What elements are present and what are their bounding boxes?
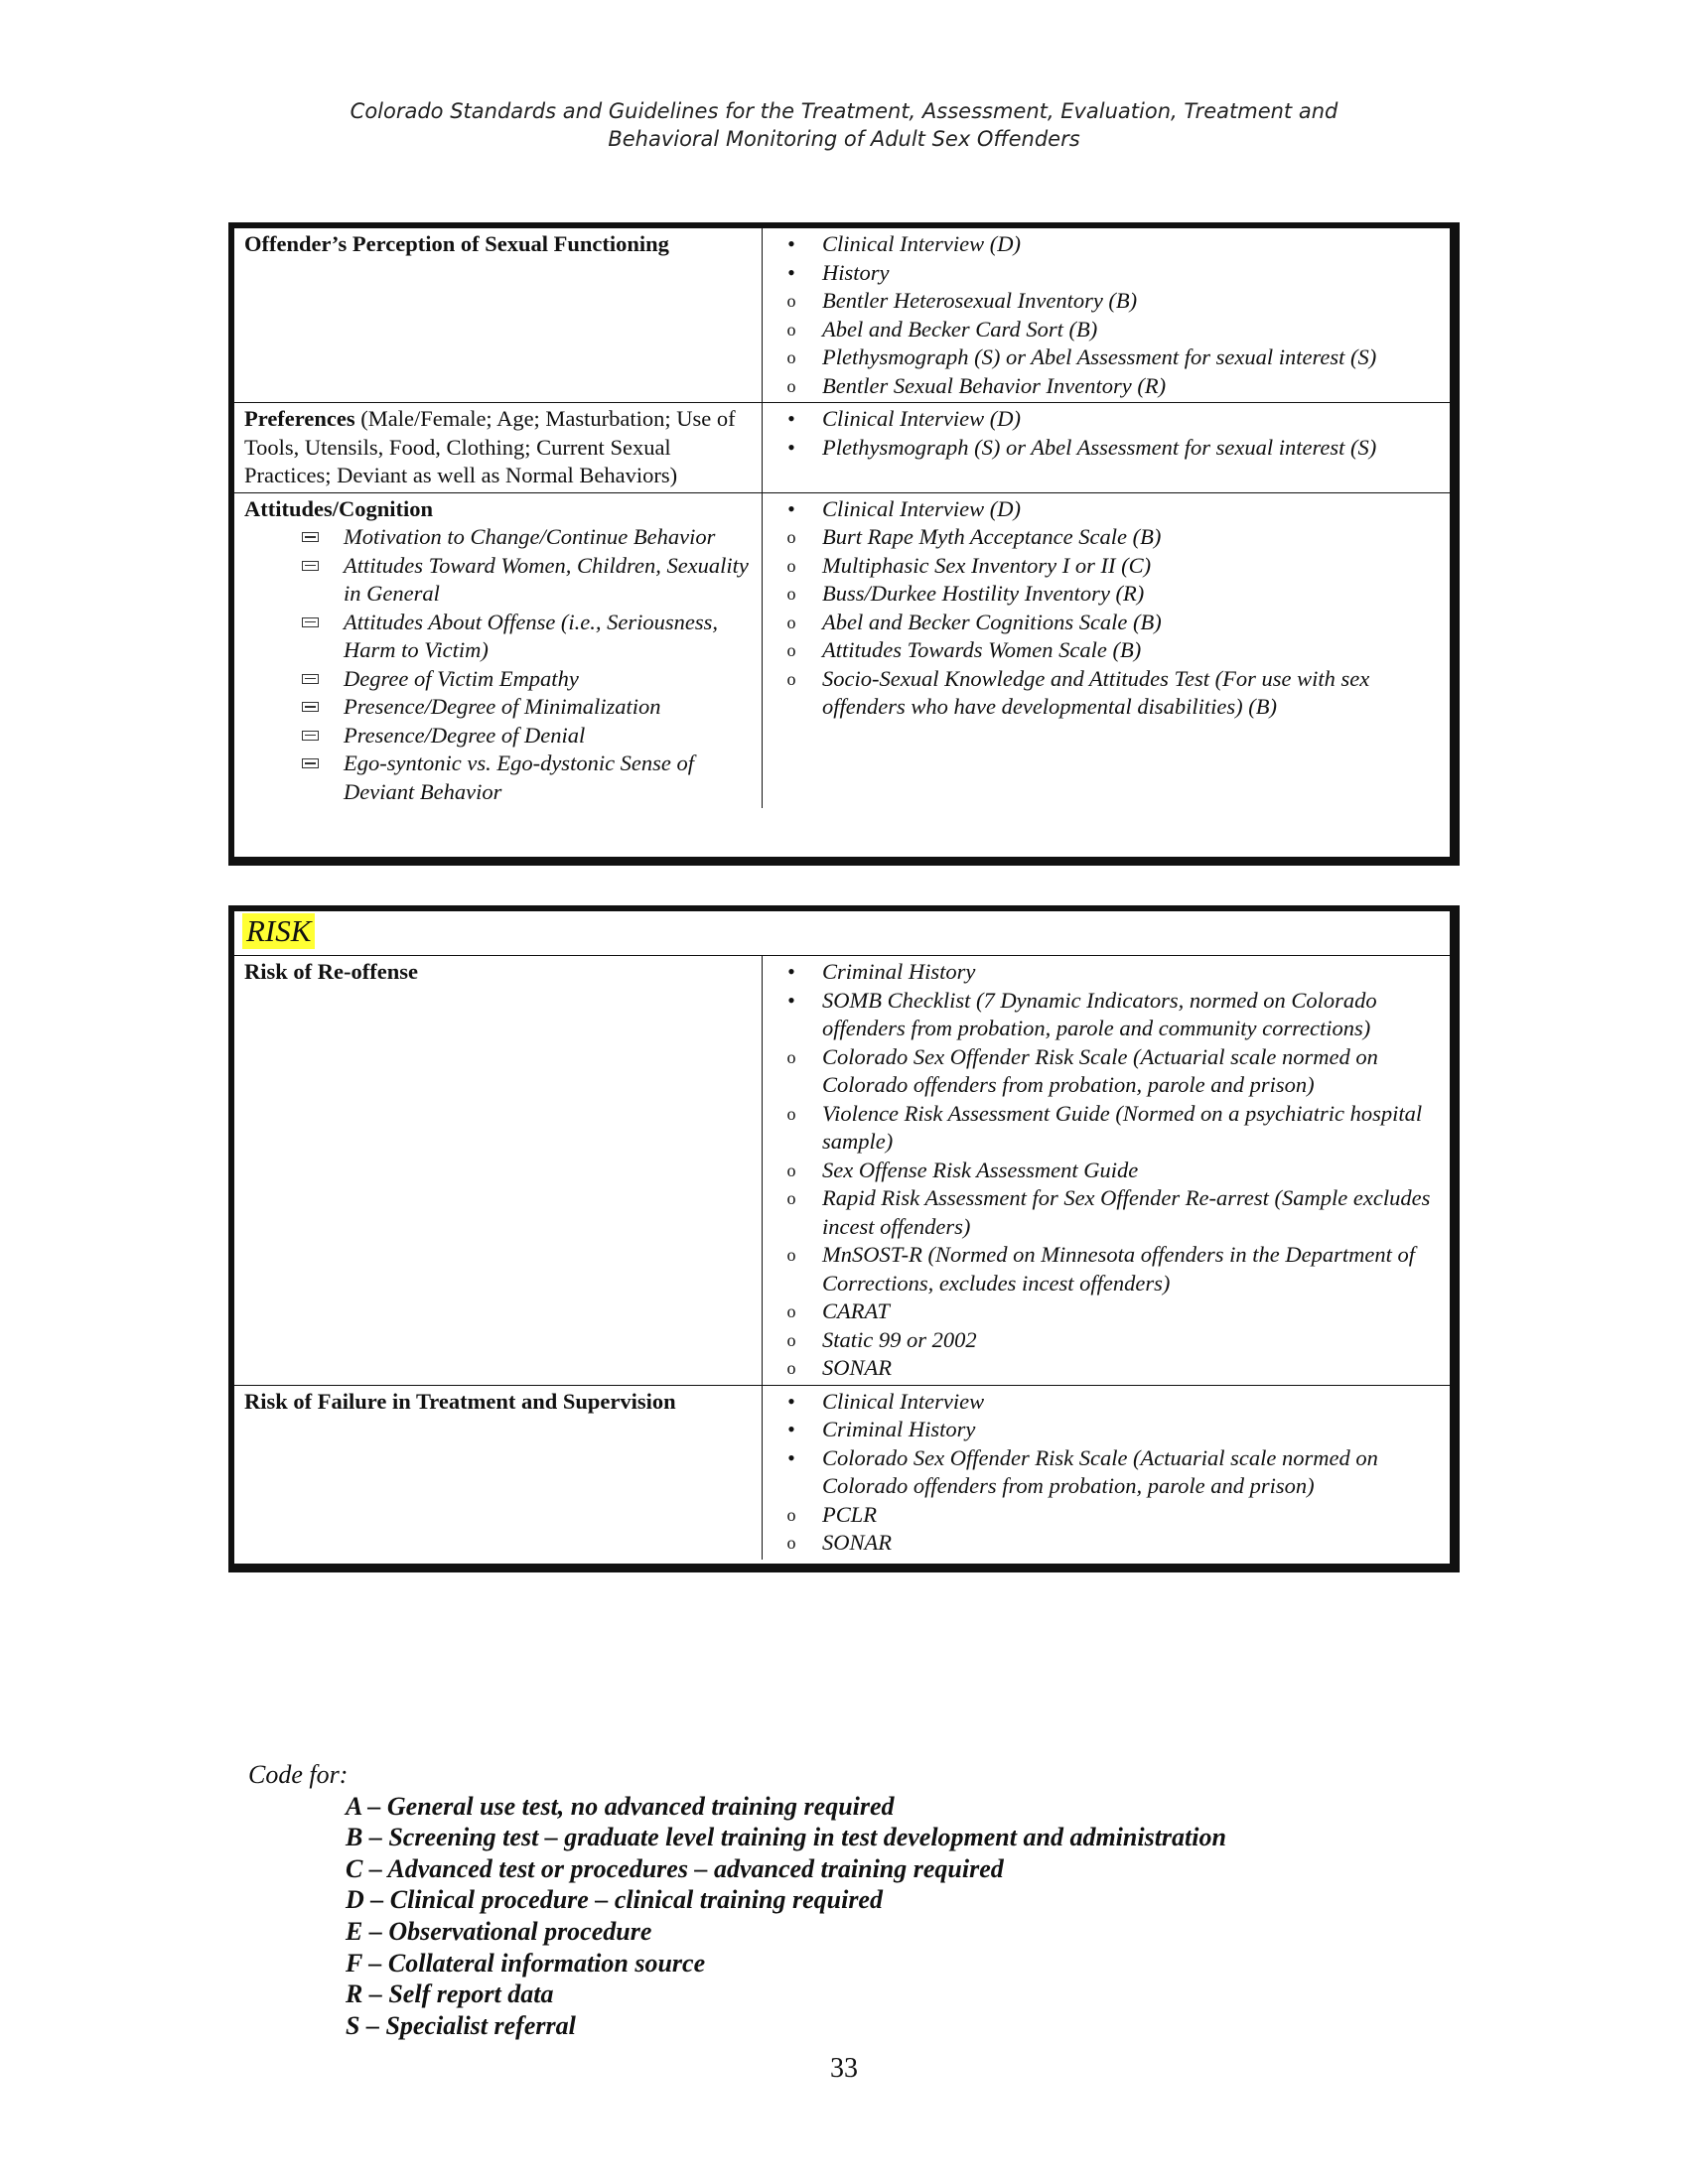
sub-item (244, 552, 752, 609)
bullet-circle-icon: o (786, 668, 796, 689)
sub-item-text: Degree of Victim Empathy (344, 665, 579, 691)
checkbox-bullet-icon (302, 674, 319, 684)
bullet-circle-icon: o (786, 1358, 796, 1378)
sub-item-text: Attitudes Toward Women, Children, Sexuality in General (344, 552, 749, 606)
measure-item (763, 1184, 1442, 1241)
sub-item-text: Presence/Degree of Denial (344, 722, 586, 748)
row-label-cell (234, 1386, 763, 1560)
bullet-circle-icon: o (786, 1301, 796, 1321)
sub-item-text: Motivation to Change/Continue Behavior (344, 524, 716, 549)
measure-item (763, 1043, 1442, 1100)
row-label (244, 1388, 752, 1417)
measure-item (763, 1529, 1442, 1558)
row-label-bold: Risk of Failure in Treatment and Supervision (244, 1388, 676, 1414)
measure-item (763, 609, 1442, 637)
assessment-table-risk (228, 905, 1460, 1572)
code-legend-title: Code for: (248, 1760, 349, 1789)
row-measures-cell (763, 228, 1450, 402)
measure-text: Attitudes Towards Women Scale (B) (822, 637, 1142, 662)
table-row (234, 1385, 1450, 1560)
bullet-dot-icon: • (787, 1388, 795, 1414)
bullet-circle-icon: o (786, 1103, 796, 1124)
code-item: E – Observational procedure (346, 1916, 652, 1946)
bullet-circle-icon: o (786, 291, 796, 311)
measure-item (763, 434, 1442, 463)
row-label (244, 405, 752, 490)
measure-text: Static 99 or 2002 (822, 1326, 977, 1352)
measure-item (763, 287, 1442, 316)
code-item: C – Advanced test or procedures – advanced training required (346, 1853, 1004, 1883)
measure-text: Criminal History (822, 959, 976, 984)
measure-text: Burt Rape Myth Acceptance Scale (B) (822, 524, 1162, 549)
header-line-2: Behavioral Monitoring of Adult Sex Offenders (608, 127, 1080, 151)
sub-item (244, 750, 752, 806)
risk-title: RISK (242, 913, 315, 949)
sub-item (244, 523, 752, 552)
measure-text: Plethysmograph (S) or Abel Assessment for sexual interest (S) (822, 434, 1377, 460)
measure-item (763, 1501, 1442, 1530)
checkbox-bullet-icon (302, 702, 319, 712)
measure-item (763, 580, 1442, 609)
measure-item (763, 1388, 1442, 1417)
measure-item (763, 636, 1442, 665)
bullet-circle-icon: o (786, 612, 796, 632)
measure-item (763, 523, 1442, 552)
row-label-detail: (Male/Female; Age; Masturbation; Use of Tools, Utensils, Food, Clothing; Current Sexual Practices; Deviant as well as Normal Behaviors) (244, 406, 736, 487)
sub-item (244, 665, 752, 694)
bullet-dot-icon: • (787, 231, 795, 256)
bullet-circle-icon: o (786, 1160, 796, 1180)
measure-item (763, 259, 1442, 288)
sub-item-text: Ego-syntonic vs. Ego-dystonic Sense of Deviant Behavior (344, 751, 695, 804)
sub-item (244, 722, 752, 751)
measure-text: Clinical Interview (D) (822, 231, 1021, 256)
row-label-cell (234, 493, 763, 809)
bullet-circle-icon: o (786, 1504, 796, 1525)
measure-item (763, 372, 1442, 401)
measure-text: Multiphasic Sex Inventory I or II (C) (822, 552, 1152, 578)
measure-text: Colorado Sex Offender Risk Scale (Actuarial scale normed on Colorado offenders from probation, parole and prison) (822, 1444, 1378, 1498)
table-row (234, 955, 1450, 1385)
measure-text: History (822, 259, 890, 285)
measure-item (763, 495, 1442, 524)
measure-text: Clinical Interview (822, 1388, 985, 1414)
measure-item (763, 665, 1442, 722)
measure-list (763, 1388, 1442, 1558)
measure-text: MnSOST-R (Normed on Minnesota offenders in the Department of Corrections, excludes incest offenders) (822, 1242, 1416, 1296)
checkbox-bullet-icon (302, 617, 319, 627)
measure-item (763, 552, 1442, 581)
measure-item (763, 1157, 1442, 1185)
measure-text: Clinical Interview (D) (822, 495, 1021, 521)
sub-item (244, 693, 752, 722)
measure-text: Rapid Risk Assessment for Sex Offender Re-arrest (Sample excludes incest offenders) (822, 1185, 1431, 1239)
checkbox-bullet-icon (302, 561, 319, 571)
bullet-dot-icon: • (787, 1417, 795, 1441)
row-label-bold: Risk of Re-offense (244, 959, 418, 984)
bullet-dot-icon: • (787, 259, 795, 285)
sub-item-list (244, 523, 752, 806)
bullet-circle-icon: o (786, 1245, 796, 1265)
bullet-dot-icon: • (787, 406, 795, 431)
row-label (244, 230, 752, 259)
measure-item (763, 1416, 1442, 1444)
measure-text: Abel and Becker Cognitions Scale (B) (822, 609, 1162, 634)
measure-item (763, 1444, 1442, 1501)
measure-item (763, 343, 1442, 372)
bullet-circle-icon: o (786, 1188, 796, 1208)
measure-text: Plethysmograph (S) or Abel Assessment for sexual interest (S) (822, 344, 1377, 369)
bullet-circle-icon: o (786, 640, 796, 660)
measure-text: CARAT (822, 1298, 890, 1323)
code-legend-list (248, 1791, 1226, 2042)
measure-item (763, 1297, 1442, 1326)
bullet-dot-icon: • (787, 434, 795, 460)
measure-item (763, 1241, 1442, 1297)
measure-text: Socio-Sexual Knowledge and Attitudes Test (For use with sex offenders who have developmental disabilities) (B) (822, 665, 1370, 719)
bullet-circle-icon: o (786, 319, 796, 340)
row-label-bold: Offender’s Perception of Sexual Functioning (244, 231, 669, 256)
bullet-circle-icon: o (786, 555, 796, 576)
row-label-cell (234, 956, 763, 1385)
risk-title-row (234, 911, 1450, 955)
bullet-dot-icon: • (787, 1444, 795, 1470)
measure-text: SONAR (822, 1530, 892, 1555)
measure-text: Violence Risk Assessment Guide (Normed on a psychiatric hospital sample) (822, 1100, 1423, 1154)
bullet-circle-icon: o (786, 375, 796, 396)
bullet-circle-icon: o (786, 347, 796, 367)
row-label-bold: Attitudes/Cognition (244, 495, 434, 521)
measure-text: Criminal History (822, 1417, 976, 1441)
measure-text: PCLR (822, 1501, 878, 1527)
measure-item (763, 316, 1442, 344)
code-item: D – Clinical procedure – clinical training required (346, 1885, 883, 1915)
measure-text: Bentler Sexual Behavior Inventory (R) (822, 372, 1167, 398)
row-label-cell (234, 403, 763, 492)
checkbox-bullet-icon (302, 731, 319, 741)
measure-text: SONAR (822, 1355, 892, 1380)
measure-item (763, 230, 1442, 259)
sub-item (244, 609, 752, 665)
row-label (244, 958, 752, 987)
row-measures-cell (763, 493, 1450, 809)
measure-list (763, 405, 1442, 462)
code-item: S – Specialist referral (346, 2010, 576, 2040)
measure-list (763, 230, 1442, 400)
row-measures-cell (763, 1386, 1450, 1560)
sub-item-text: Presence/Degree of Minimalization (344, 694, 661, 719)
measure-text: Colorado Sex Offender Risk Scale (Actuarial scale normed on Colorado offenders from probation, parole and prison) (822, 1043, 1378, 1097)
bullet-dot-icon: • (787, 987, 795, 1013)
bullet-circle-icon: o (786, 527, 796, 547)
measure-list (763, 958, 1442, 1383)
row-measures-cell (763, 403, 1450, 492)
row-label-bold: Preferences (244, 406, 355, 431)
measure-item (763, 1354, 1442, 1383)
measure-text: SOMB Checklist (7 Dynamic Indicators, normed on Colorado offenders from probation, parole and community corrections) (822, 987, 1377, 1040)
code-item: A – General use test, no advanced training required (346, 1791, 895, 1821)
measure-item (763, 1326, 1442, 1355)
table-row (234, 228, 1450, 402)
measure-item (763, 987, 1442, 1043)
bullet-circle-icon: o (786, 1533, 796, 1553)
row-measures-cell (763, 956, 1450, 1385)
checkbox-bullet-icon (302, 532, 319, 542)
page-number: 33 (830, 2053, 858, 2084)
measure-text: Sex Offense Risk Assessment Guide (822, 1157, 1139, 1182)
measure-list (763, 495, 1442, 722)
code-item: F – Collateral information source (346, 1948, 706, 1978)
bullet-circle-icon: o (786, 1329, 796, 1350)
code-item: R – Self report data (346, 1979, 554, 2009)
measure-item (763, 958, 1442, 987)
measure-text: Buss/Durkee Hostility Inventory (R) (822, 581, 1145, 606)
measure-item (763, 405, 1442, 434)
bullet-dot-icon: • (787, 495, 795, 521)
measure-text: Abel and Becker Card Sort (B) (822, 316, 1098, 341)
table-row (234, 492, 1450, 809)
bullet-dot-icon: • (787, 959, 795, 984)
bullet-circle-icon: o (786, 1046, 796, 1067)
assessment-table-sexual-functioning (228, 222, 1460, 866)
measure-item (763, 1100, 1442, 1157)
code-item: B – Screening test – graduate level training in test development and administration (346, 1823, 1226, 1852)
bullet-circle-icon: o (786, 584, 796, 604)
running-header (0, 97, 1688, 153)
row-label (244, 495, 752, 524)
measure-text: Clinical Interview (D) (822, 406, 1021, 431)
table-row (234, 402, 1450, 492)
code-legend (248, 1759, 1226, 2041)
checkbox-bullet-icon (302, 758, 319, 768)
sub-item-text: Attitudes About Offense (i.e., Seriousness, Harm to Victim) (344, 609, 719, 662)
header-line-1: Colorado Standards and Guidelines for the Treatment, Assessment, Evaluation, Treatment and (350, 99, 1338, 123)
row-label-cell (234, 228, 763, 402)
measure-text: Bentler Heterosexual Inventory (B) (822, 288, 1138, 313)
